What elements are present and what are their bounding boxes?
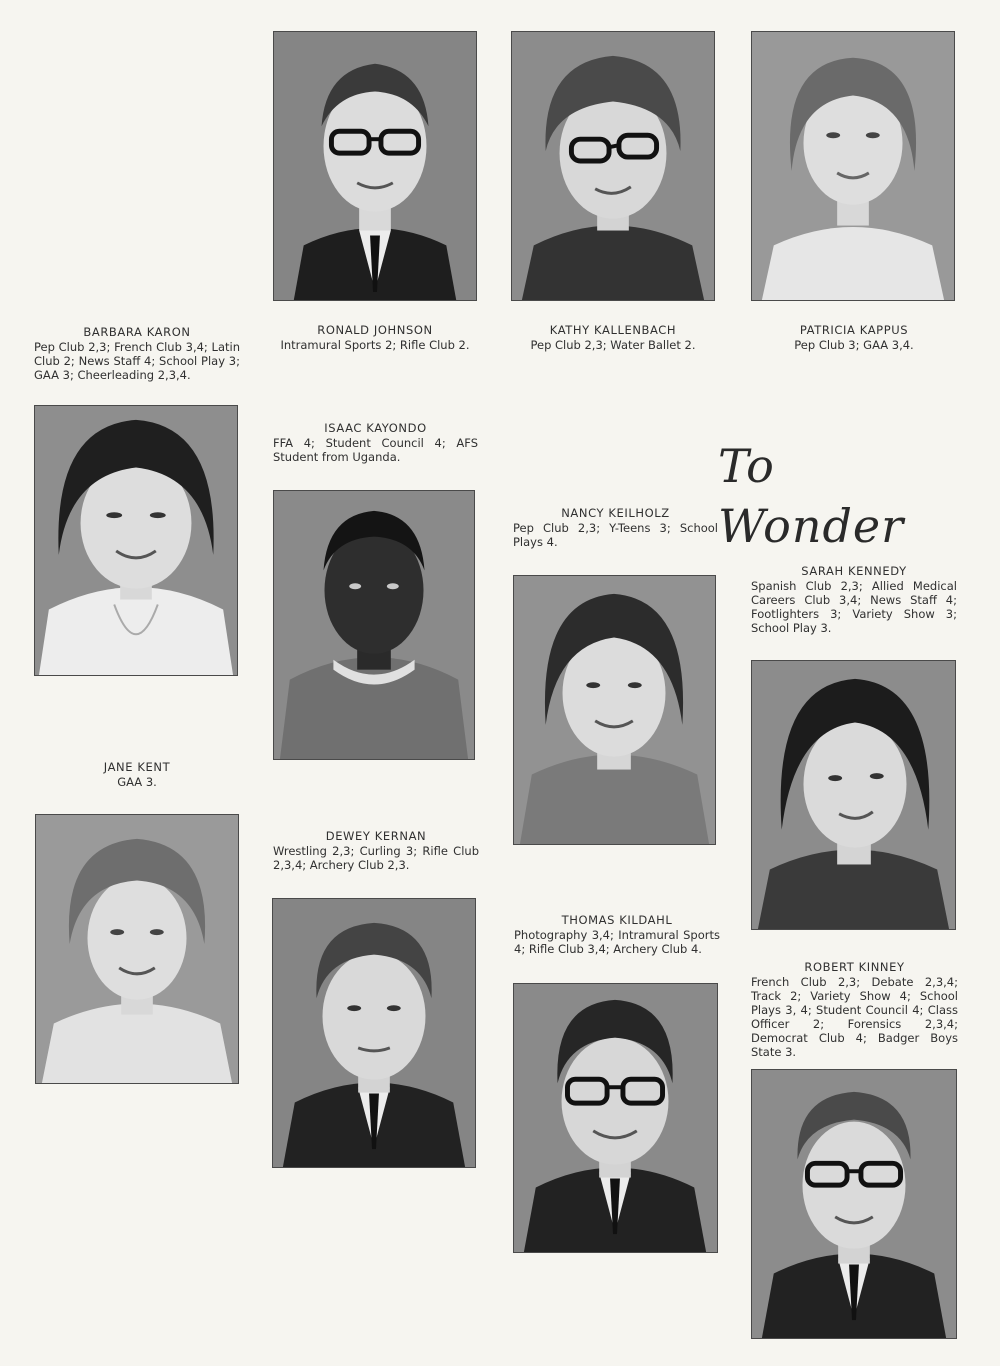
student-name: ISAAC KAYONDO (324, 421, 427, 435)
portrait-photo-isaac-kayondo (273, 490, 475, 760)
caption-dewey-kernan (273, 829, 479, 872)
student-name: SARAH KENNEDY (801, 564, 907, 578)
student-name: RONALD JOHNSON (317, 323, 433, 337)
student-activities: Pep Club 2,3; Water Ballet 2. (530, 338, 696, 352)
student-name: KATHY KALLENBACH (549, 323, 677, 337)
student-activities: FFA 4; Student Council 4; AFS Student from Uganda. (273, 436, 478, 464)
student-activities: Intramural Sports 2; Rifle Club 2. (280, 338, 470, 352)
student-name: DEWEY KERNAN (325, 829, 427, 843)
student-activities: Wrestling 2,3; Curling 3; Rifle Club 2,3,4; Archery Club 2,3. (273, 844, 479, 872)
portrait-photo-jane-kent (35, 814, 239, 1084)
portrait-photo-barbara-karon (34, 405, 238, 676)
student-activities: Photography 3,4; Intramural Sports 4; Rifle Club 3,4; Archery Club 4. (514, 928, 720, 956)
caption-ronald-johnson (266, 323, 484, 352)
portrait-photo-patricia-kappus (751, 31, 955, 301)
caption-jane-kent (34, 760, 240, 789)
student-activities: Spanish Club 2,3; Allied Medical Careers Club 3,4; News Staff 4; Footlighters 3; Variety Show 3; School Play 3. (751, 579, 957, 635)
page-heading: To Wonder (718, 439, 905, 553)
caption-patricia-kappus (751, 323, 957, 352)
student-activities: GAA 3. (117, 775, 157, 789)
caption-barbara-karon (34, 325, 240, 382)
student-name: JANE KENT (103, 760, 171, 774)
student-activities: French Club 2,3; Debate 2,3,4; Track 2; Variety Show 4; School Plays 3, 4; Student Council 4; Class Officer 2; Forensics 2,3,4; Democrat Club 4; Badger Boys State 3. (751, 975, 958, 1059)
student-activities: Pep Club 2,3; French Club 3,4; Latin Club 2; News Staff 4; School Play 3; GAA 3; Cheerleading 2,3,4. (34, 340, 240, 382)
portrait-photo-thomas-kildahl (513, 983, 718, 1253)
portrait-photo-sarah-kennedy (751, 660, 956, 930)
student-name: THOMAS KILDAHL (561, 913, 673, 927)
portrait-photo-robert-kinney (751, 1069, 957, 1339)
caption-kathy-kallenbach (508, 323, 718, 352)
student-name: NANCY KEILHOLZ (561, 506, 670, 520)
caption-nancy-keilholz (513, 506, 718, 549)
student-activities: Pep Club 2,3; Y-Teens 3; School Plays 4. (513, 521, 718, 549)
caption-isaac-kayondo (273, 421, 478, 464)
student-name: PATRICIA KAPPUS (799, 323, 909, 337)
portrait-photo-ronald-johnson (273, 31, 477, 301)
portrait-photo-dewey-kernan (272, 898, 476, 1168)
student-name: BARBARA KARON (83, 325, 191, 339)
portrait-photo-nancy-keilholz (513, 575, 716, 845)
student-activities: Pep Club 3; GAA 3,4. (794, 338, 914, 352)
caption-thomas-kildahl (514, 913, 720, 956)
portrait-photo-kathy-kallenbach (511, 31, 715, 301)
caption-sarah-kennedy (751, 564, 957, 635)
caption-robert-kinney (751, 960, 958, 1059)
student-name: ROBERT KINNEY (804, 960, 905, 974)
